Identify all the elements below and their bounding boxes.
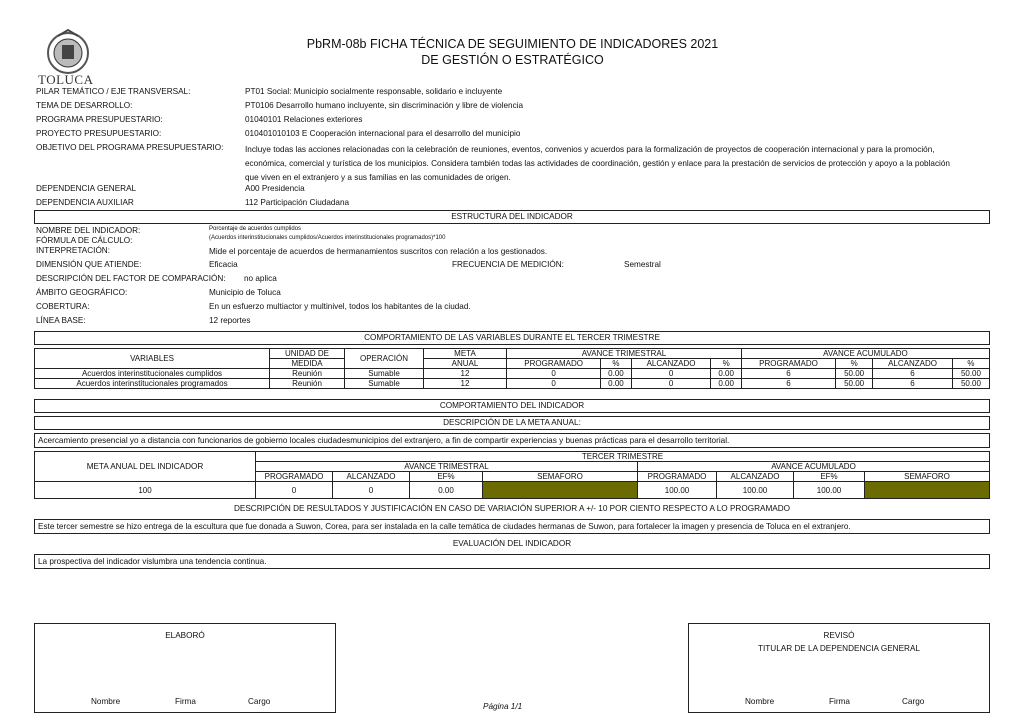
meta-desc-box (34, 433, 990, 448)
sub-programado: PROGRAMADO (741, 359, 835, 369)
cell: 6 (741, 379, 835, 389)
reviso-cargo: Cargo (902, 697, 925, 706)
cell: 0.00 (711, 379, 741, 389)
pilar-value: PT01 Social: Municipio socialmente responsable, solidario e incluyente (245, 87, 503, 96)
cell: 0.00 (711, 369, 741, 379)
cell: 6 (873, 379, 953, 389)
sub-pct: % (836, 359, 873, 369)
elaboro-cargo: Cargo (248, 697, 271, 706)
ambito-label: ÁMBITO GEOGRÁFICO: (36, 288, 128, 297)
objetivo-line-2: económica, comercial y turística de los municipios. Considera también todas las actividades de coordinación, gestión y enlace para la prestación de servicios de protección y apoyo a la población (245, 159, 950, 168)
sub-programado: PROGRAMADO (507, 359, 601, 369)
cell: 0.00 (601, 369, 631, 379)
factor-value: no aplica (244, 274, 277, 283)
title-line-2: DE GESTIÓN O ESTRATÉGICO (421, 53, 604, 67)
cell: 6 (873, 369, 953, 379)
sub-alcanzado: ALCANZADO (873, 359, 953, 369)
page-number-text: Página 1/1 (483, 702, 523, 711)
estructura-fields (36, 226, 986, 330)
cobertura-label: COBERTURA: (36, 302, 90, 311)
cell: 0 (256, 482, 333, 499)
interpretacion-label: INTERPRETACIÓN: (36, 246, 110, 255)
dependencia-auxiliar-label: DEPENDENCIA AUXILIAR (36, 198, 134, 207)
nombre-value: Porcentaje de acuerdos cumplidos (209, 226, 302, 232)
dependencia-general-label: DEPENDENCIA GENERAL (36, 184, 137, 193)
comportamiento-header (34, 399, 990, 413)
elaboro-nombre: Nombre (91, 697, 121, 706)
meta-anual-value: 100 (35, 482, 256, 499)
dependencia-auxiliar-value: 112 Participación Ciudadana (245, 198, 350, 207)
resultados-header-text: DESCRIPCIÓN DE RESULTADOS Y JUSTIFICACIÓN EN CASO DE VARIACIÓN SUPERIOR A +/- 10 POR CIENTO RESPECTO A LO PROGRAMADO (233, 504, 791, 513)
cell: 0 (631, 379, 711, 389)
cell: 0.00 (601, 379, 631, 389)
objetivo-text (245, 143, 950, 185)
pilar-label: PILAR TEMÁTICO / EJE TRANSVERSAL: (36, 87, 191, 96)
meta-desc-header (34, 416, 990, 430)
programa-value: 01040101 Relaciones exteriores (245, 115, 363, 124)
page-number (483, 702, 522, 711)
variable-operacion: Sumable (345, 369, 424, 379)
ind-sub-semaforo: SEMAFORO (483, 472, 638, 482)
evaluacion-header (34, 539, 990, 548)
factor-label: DESCRIPCIÓN DEL FACTOR DE COMPARACIÓN: (36, 274, 226, 283)
sub-pct: % (601, 359, 631, 369)
ind-sub-alcanzado: ALCANZADO (333, 472, 410, 482)
col-meta-1: META (424, 349, 507, 359)
cell: 50.00 (952, 379, 989, 389)
meta-anual-label: META ANUAL DEL INDICADOR (35, 452, 256, 482)
sub-pct: % (952, 359, 989, 369)
tercer-trimestre: TERCER TRIMESTRE (256, 452, 990, 462)
tema-label: TEMA DE DESARROLLO: (36, 101, 133, 110)
cell: 0 (507, 369, 601, 379)
cell: 100.00 (717, 482, 794, 499)
col-avance-acumulado: AVANCE ACUMULADO (741, 349, 989, 359)
meta-desc-header-text: DESCRIPCIÓN DE LA META ANUAL: (443, 418, 581, 427)
cell: 6 (741, 369, 835, 379)
comportamiento-header-text: COMPORTAMIENTO DEL INDICADOR (439, 401, 585, 410)
coat-of-arms-icon (36, 28, 100, 78)
variables-table (34, 348, 990, 389)
nombre-label: NOMBRE DEL INDICADOR: (36, 226, 141, 235)
page-title (250, 36, 775, 68)
elaboro-label: ELABORÓ (165, 631, 205, 640)
semaforo-cell (865, 482, 990, 499)
toluca-logo (36, 28, 100, 90)
elaboro-firma: Firma (175, 697, 196, 706)
cobertura-value: En un esfuerzo multiactor y multinivel, todos los habitantes de la ciudad. (209, 302, 471, 311)
objetivo-line-3: que viven en el extranjero y a sus familias en las comunidades de origen. (245, 173, 511, 182)
variable-meta: 12 (424, 369, 507, 379)
elaboro-box (34, 623, 336, 713)
resultados-text: Este tercer semestre se hizo entrega de la escultura que fue donada a Suwon, Corea, para ser instalada en la calle temática de ciudades hermanas de Suwon, para fortalecer la imagen y presencia de Toluca en el extranjero. (38, 522, 851, 531)
resultados-box (34, 519, 990, 534)
variable-name: Acuerdos interinstitucionales programados (35, 379, 270, 389)
tema-value: PT0106 Desarrollo humano incluyente, sin discriminación y libre de violencia (245, 101, 524, 110)
col-unidad-2: MEDIDA (270, 359, 345, 369)
variables-header (34, 331, 990, 345)
reviso-nombre: Nombre (745, 697, 775, 706)
proyecto-label: PROYECTO PRESUPUESTARIO: (36, 129, 162, 138)
evaluacion-box (34, 554, 990, 569)
reviso-label: REVISÓ (823, 631, 855, 640)
reviso-box (688, 623, 990, 713)
semaforo-cell (483, 482, 638, 499)
meta-desc-text: Acercamiento presencial yo a distancia con funcionarios de gobierno locales ciudadesmunicipios del extranjero, a fin de compartir experiencias y buenas prácticas para el desarrollo territorial. (38, 436, 730, 445)
variable-unidad: Reunión (270, 369, 345, 379)
ind-sub-ef: EF% (794, 472, 865, 482)
ind-sub-alcanzado: ALCANZADO (717, 472, 794, 482)
frecuencia-value: Semestral (624, 260, 661, 269)
ind-sub-ef: EF% (410, 472, 483, 482)
estructura-header (34, 210, 990, 224)
cell: 100.00 (794, 482, 865, 499)
col-variables: VARIABLES (35, 349, 270, 369)
programa-label: PROGRAMA PRESUPUESTARIO: (36, 115, 163, 124)
dimension-value: Eficacia (209, 260, 238, 269)
table-row (35, 379, 990, 389)
variable-operacion: Sumable (345, 379, 424, 389)
ambito-value: Municipio de Toluca (209, 288, 281, 297)
variable-unidad: Reunión (270, 379, 345, 389)
variable-name: Acuerdos interinstitucionales cumplidos (35, 369, 270, 379)
linea-base-value: 12 reportes (209, 316, 251, 325)
objetivo-label: OBJETIVO DEL PROGRAMA PRESUPUESTARIO: (36, 143, 224, 152)
objetivo-line-1: Incluye todas las acciones relacionadas con la celebración de reuniones, eventos, convenios y acuerdos para la formalización de proyectos de cooperación internacional y para la promoción, (245, 145, 935, 154)
cell: 50.00 (952, 369, 989, 379)
cell: 0.00 (410, 482, 483, 499)
sub-pct: % (711, 359, 741, 369)
col-operacion: OPERACIÓN (345, 349, 424, 369)
cell: 50.00 (836, 379, 873, 389)
logo-text: TOLUCA (38, 72, 94, 87)
dimension-label: DIMENSIÓN QUE ATIENDE: (36, 260, 142, 269)
estructura-header-text: ESTRUCTURA DEL INDICADOR (451, 212, 573, 221)
proyecto-value: 010401010103 E Cooperación internacional para el desarrollo del municipio (245, 129, 521, 138)
variables-header-text: COMPORTAMIENTO DE LAS VARIABLES DURANTE EL TERCER TRIMESTRE (364, 333, 660, 342)
cell: 100.00 (638, 482, 717, 499)
cell: 0 (507, 379, 601, 389)
ind-sub-programado: PROGRAMADO (638, 472, 717, 482)
ind-sub-semaforo: SEMAFORO (865, 472, 990, 482)
linea-base-label: LÍNEA BASE: (36, 316, 86, 325)
col-unidad-1: UNIDAD DE (270, 349, 345, 359)
ind-avance-trimestral: AVANCE TRIMESTRAL (256, 462, 638, 472)
table-row (35, 369, 990, 379)
cell: 0 (333, 482, 410, 499)
variable-meta: 12 (424, 379, 507, 389)
sub-alcanzado: ALCANZADO (631, 359, 711, 369)
title-line-1: PbRM-08b FICHA TÉCNICA DE SEGUIMIENTO DE INDICADORES 2021 (306, 37, 719, 51)
evaluacion-header-text: EVALUACIÓN DEL INDICADOR (452, 539, 572, 548)
frecuencia-label: FRECUENCIA DE MEDICIÓN: (452, 260, 564, 269)
col-avance-trimestral: AVANCE TRIMESTRAL (507, 349, 742, 359)
table-row (35, 482, 990, 499)
indicador-table (34, 451, 990, 499)
dependencia-general-value: A00 Presidencia (245, 184, 305, 193)
col-meta-2: ANUAL (424, 359, 507, 369)
resultados-header (34, 504, 990, 513)
formula-value: (Acuerdos interinstitucionales cumplidos/Acuerdos interinstitucionales programados)*100 (209, 235, 446, 241)
ind-sub-programado: PROGRAMADO (256, 472, 333, 482)
cell: 50.00 (836, 369, 873, 379)
interpretacion-value: Mide el porcentaje de acuerdos de hermanamientos suscritos con relación a los gestionados. (209, 247, 548, 256)
reviso-firma: Firma (829, 697, 850, 706)
titular-label: TITULAR DE LA DEPENDENCIA GENERAL (758, 644, 920, 653)
formula-label: FÓRMULA DE CÁLCULO: (36, 236, 133, 245)
ind-avance-acumulado: AVANCE ACUMULADO (638, 462, 990, 472)
cell: 0 (631, 369, 711, 379)
evaluacion-text: La prospectiva del indicador vislumbra una tendencia continua. (38, 557, 267, 566)
